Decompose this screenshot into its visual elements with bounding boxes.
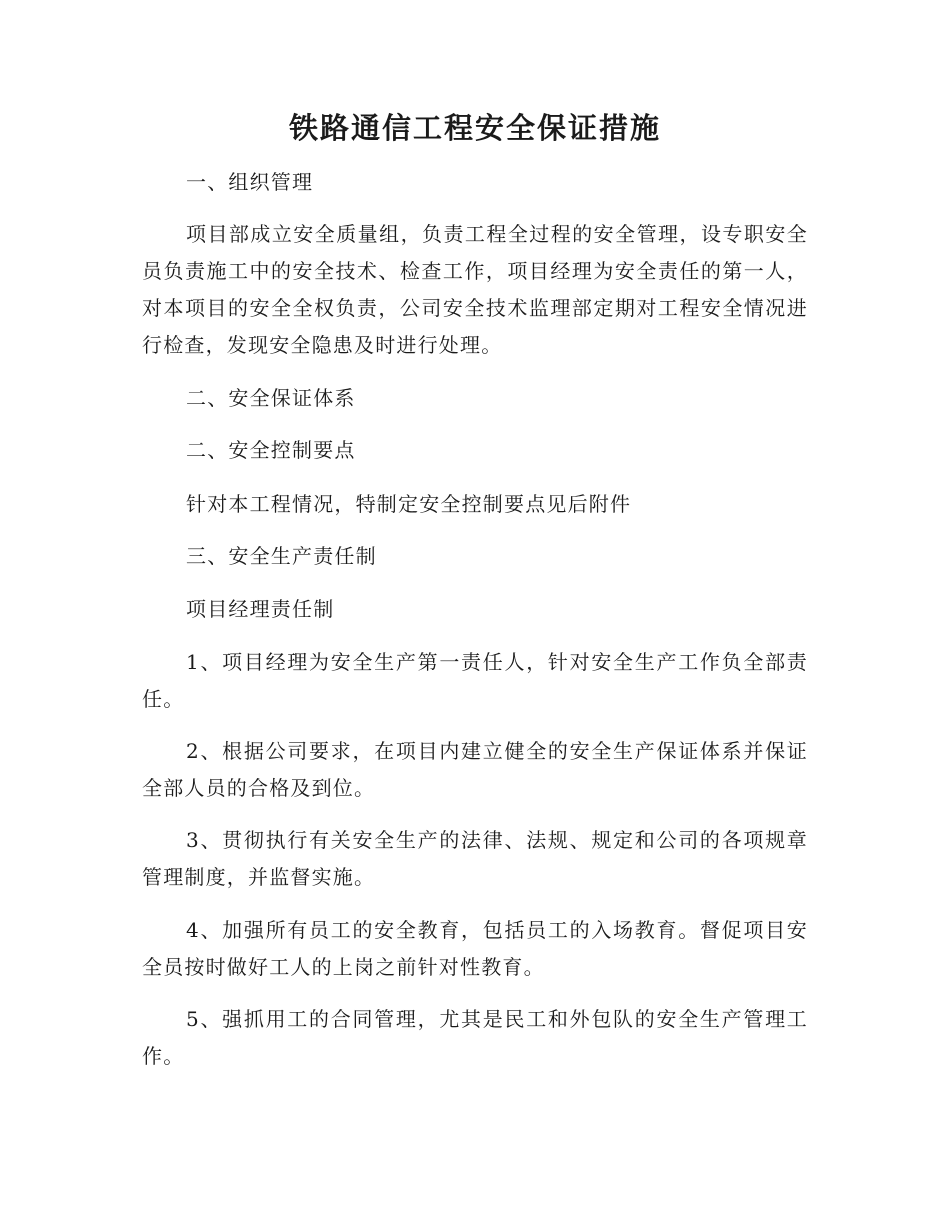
section-heading-control-points: 二、安全控制要点	[186, 438, 356, 462]
section-heading-organization: 一、组织管理	[186, 170, 314, 194]
subheading-pm-responsibility: 项目经理责任制	[186, 597, 335, 621]
list-item-2: 2、根据公司要求，在项目内建立健全的安全生产保证体系并保证全部人员的合格及到位。	[142, 739, 808, 800]
document-title: 铁路通信工程安全保证措施	[288, 111, 661, 145]
section-heading-safety-system: 二、安全保证体系	[186, 386, 356, 410]
list-item-3: 3、贯彻执行有关安全生产的法律、法规、规定和公司的各项规章管理制度，并监督实施。	[142, 828, 808, 889]
section-heading-responsibility: 三、安全生产责任制	[186, 544, 377, 568]
list-item-4: 4、加强所有员工的安全教育，包括员工的入场教育。督促项目安全员按时做好工人的上岗之前针对性教育。	[142, 918, 808, 979]
paragraph-organization: 项目部成立安全质量组，负责工程全过程的安全管理，设专职安全员负责施工中的安全技术、检查工作，项目经理为安全责任的第一人，对本项目的安全全权负责，公司安全技术监理部定期对工程安全情况进行检查，发现安全隐患及时进行处理。	[142, 222, 808, 357]
paragraph-control-points: 针对本工程情况，特制定安全控制要点见后附件	[186, 492, 632, 516]
list-item-1: 1、项目经理为安全生产第一责任人，针对安全生产工作负全部责任。	[142, 650, 808, 711]
list-item-5: 5、强抓用工的合同管理，尤其是民工和外包队的安全生产管理工作。	[142, 1007, 808, 1068]
